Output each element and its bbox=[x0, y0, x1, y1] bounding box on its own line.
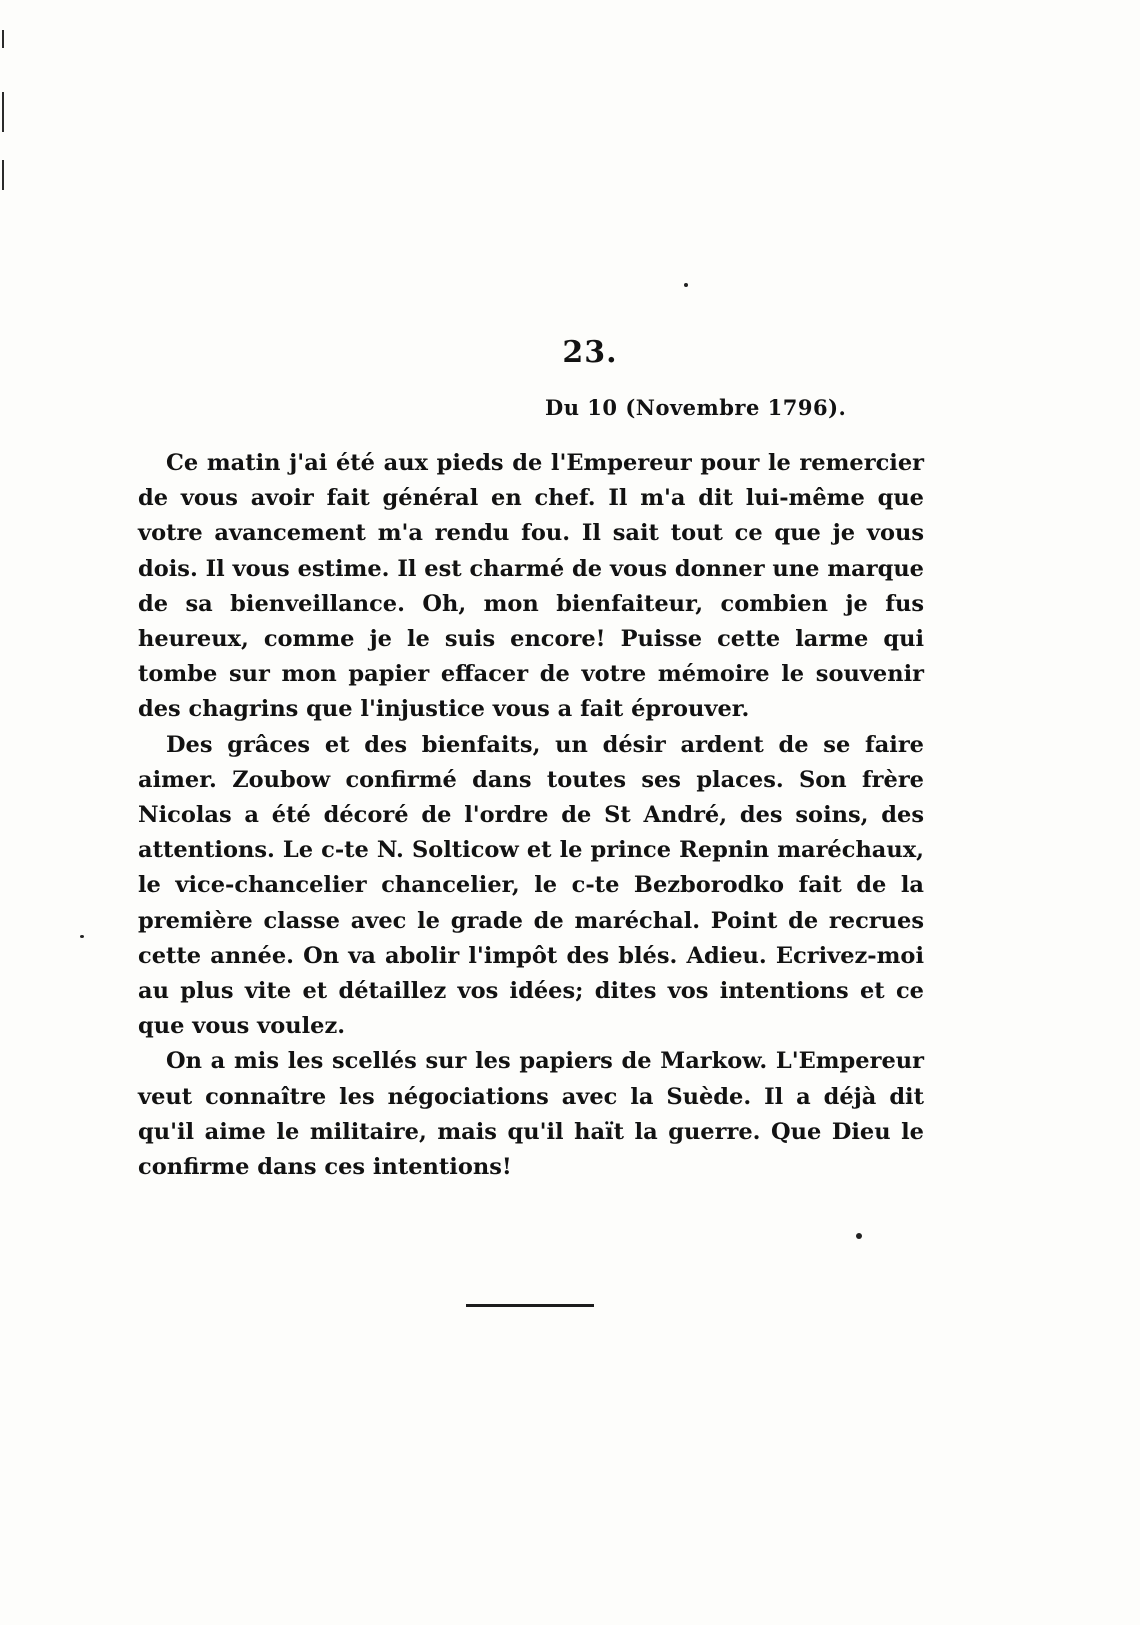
paragraph: Ce matin j'ai été aux pieds de l'Empereur pour le remercier de vous avoir fait général en chef. Il m'a dit lui-même que votre avancement m'a rendu fou. Il sait tout ce que je vous dois. Il vous estime. Il est charmé de vous donner une marque de sa bienveillance. Oh, mon bienfaiteur, combien je fus heureux, comme je le suis encore! Puisse cette larme qui tombe sur mon papier effacer de votre mémoire le souvenir des chagrins que l'injustice vous a fait éprouver. bbox=[138, 450, 924, 723]
scan-speck bbox=[80, 935, 84, 938]
scan-edge-mark bbox=[2, 92, 4, 132]
letter-dateline: Du 10 (Novembre 1796). bbox=[545, 395, 847, 420]
paragraph: On a mis les scellés sur les papiers de Markow. L'Empereur veut connaître les négociations avec la Suède. Il a déjà dit qu'il aime le militaire, mais qu'il haït la guerre. Que Dieu le confirme dans ces intentions! bbox=[138, 1048, 924, 1181]
section-end-rule bbox=[466, 1304, 594, 1307]
scan-speck bbox=[684, 283, 688, 287]
scan-edge-mark bbox=[2, 160, 4, 190]
letter-body bbox=[138, 446, 924, 1185]
paragraph: Des grâces et des bienfaits, un désir ardent de se faire aimer. Zoubow confirmé dans toutes ses places. Son frère Nicolas a été décoré de l'ordre de St André, des soins, des attentions. Le c-te N. Solticow et le prince Repnin maréchaux, le vice-chancelier chancelier, le c-te Bezborodko fait de la première classe avec le grade de maréchal. Point de recrues cette année. On va abolir l'impôt des blés. Adieu. Ecrivez-moi au plus vite et détaillez vos idées; dites vos intentions et ce que vous voulez. bbox=[138, 731, 924, 1040]
scan-edge-mark bbox=[2, 30, 4, 48]
scan-speck bbox=[856, 1233, 862, 1239]
letter-number: 23. bbox=[562, 335, 618, 370]
